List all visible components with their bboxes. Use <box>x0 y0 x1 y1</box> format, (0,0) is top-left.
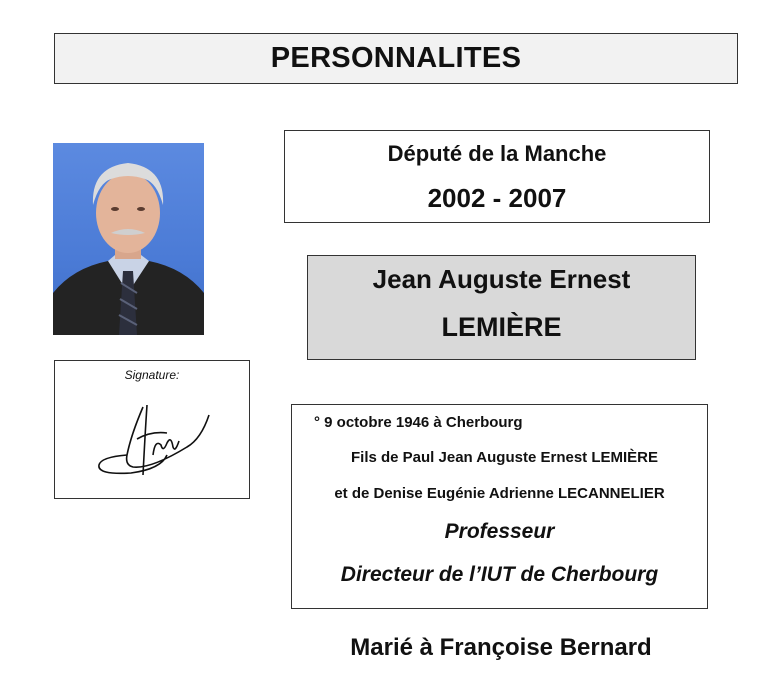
surname: LEMIÈRE <box>441 312 562 342</box>
page-title: PERSONNALITES <box>270 42 522 74</box>
signature-drawing <box>91 395 221 490</box>
name-box <box>307 255 696 360</box>
mandate-role: Député de la Manche <box>387 141 607 166</box>
signature-label: Signature: <box>124 368 180 382</box>
given-names: Jean Auguste Ernest <box>372 264 631 294</box>
signature-box <box>54 360 250 499</box>
portrait-photo <box>53 143 204 335</box>
birth-info: ° 9 octobre 1946 à Cherbourg <box>314 414 523 431</box>
mandate-years: 2002 - 2007 <box>427 183 567 213</box>
portrait-icon <box>53 143 204 335</box>
biography-box <box>291 404 708 609</box>
mother-info: et de Denise Eugénie Adrienne LECANNELIER <box>334 485 665 502</box>
mandate-box <box>284 130 710 223</box>
spouse-info: Marié à Françoise Bernard <box>350 634 652 661</box>
occupation: Professeur <box>444 520 555 543</box>
position: Directeur de l’IUT de Cherbourg <box>340 563 659 586</box>
page-header <box>54 33 738 84</box>
father-info: Fils de Paul Jean Auguste Ernest LEMIÈRE <box>350 449 659 466</box>
